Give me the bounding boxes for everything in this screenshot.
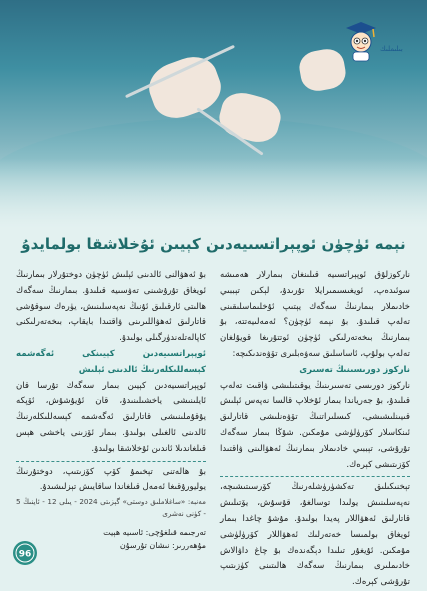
- section-logo-text: بىلىملىك: [380, 45, 403, 53]
- editor-credit: مۇھەررىر: نىشان تۇرسۇن: [119, 541, 206, 551]
- translator-credit: تەرجىمە قىلغۇچى: ئاسىيە ھېيت: [103, 528, 206, 538]
- article-title: نېمە ئۈچۈن ئوپېراتسىيەدىن كېيىن ئۇخلاشقا بولمايدۇ: [21, 235, 406, 253]
- paragraph: ناركوز دورىسى تەسىرىنىڭ يوقىتىلىشى ۋاقىت تەلەپ قىلىدۇ، بۇ جەرياندا بىمار ئۇخلاپ قالسا نەپەس ئېلىش قىيىنلىشىشى، كىسلىراتنىڭ تۆۋەنلىشى قاتارلىق ئىنكاسلار كۆرۈلۈشى مۇمكىن. شۇڭا بىمار سەگەك تۇرۇشى، تېببىي خادىملار بىمارنىڭ ئەھۋالىنى ۋاقتىدا كۆزىتىشى كېرەك.: [220, 380, 410, 470]
- paragraph: ناركوزلۇق ئوپېراتسىيە قىلىنغان بىمارلار ھەمىشە سوئىدەپ، ئويغىسىمىرايلا تۇرىدۇ، لېكىن تېببىي خادىملار بىمارنىڭ سەگەك يېتىپ ئۇخلىماسلىقىنى تەلەپ قىلىدۇ. بۇ نېمە ئۈچۈن؟ ئەمەلىيەتتە، بۇ بىمارنىڭ بىخەتەرلىكى ئۈچۈن ئوتتۇرىغا قويۇلغان تەلەپ بولۇپ، ئاساسلىق سەۋەبلىرى تۆۋەندىكىچە:: [220, 270, 410, 359]
- paragraph: بۇ ئەھۋالنى ئالدىنى ئېلىش ئۈچۈن دوختۇرلار بىمارنىڭ ئويغاق تۇرۇشىنى تەۋسىيە قىلىدۇ. بىمارنىڭ سەگەك ھالىتى ئارقىلىق ئۇنىڭ نەپەسلىنىش، يۈرەك سوقۇشى قاتارلىق ئەھۋاللىرىنى ۋاقتىدا بايقاپ، بىخەتەرلىكنى كاپالەتلەندۈرگىلى بولىدۇ.: [16, 270, 206, 344]
- right-column: [220, 268, 410, 591]
- source-note: مەنبە: «ساغلاملىق دوستى» گېزىتى 2024 - يىلى 12 - ئاينىڭ 5 - كۈنى نەشرى: [16, 497, 206, 519]
- section-heading: ئوپېراتسىيەدىن كېيىنكى ئەگەشمە كېسەللىكلەرنىڭ ئالدىنى ئېلىش: [16, 348, 206, 375]
- paragraph: بۇ ھالەتنى تېخىمۇ كۆپ كۆزىتىپ، دوختۇرنىڭ يوليورۇقىغا ئەمەل قىلغاندا ساقايىش تېزلىشىدۇ.: [16, 466, 206, 493]
- paragraph: ئوپېراتسىيەدىن كېيىن بىمار سەگەك تۇرسا قان ئايلىنىشى ياخشىلىنىدۇ، قان ئۇيۇشۇش، ئۆپكە يۇقۇملىنىشى قاتارلىق ئەگەشمە كېسەللىكلەرنىڭ ئالدىنى ئالغىلى بولىدۇ. بىمار ئۆزىنى ياخشى ھېس قىلغاندىلا ئاندىن ئۇخلاشقا بولىدۇ.: [16, 380, 206, 454]
- section-heading: ناركوز دورىسىنىڭ تەسىرى: [299, 364, 410, 375]
- divider: [16, 461, 206, 462]
- divider: [220, 476, 410, 477]
- left-column: [16, 268, 206, 552]
- doctor-mascot-icon: [344, 20, 378, 62]
- credits: [16, 526, 206, 552]
- paragraph: تېخنىكىلىق تەكشۈرۈشلەرنىڭ كۆرسىتىشىچە، نەپەسلىنىش يولىدا توسالغۇ، قۇسۇش، يۆتىلىش قاتارلىق ئەھۋاللار پەيدا بولىدۇ. مۇشۇ چاغدا بىمار ئويغاق بولمىسا خەتەرلىك ئەھۋاللار كۆرۈلۈشى مۇمكىن. ئۇيغۇر تىلىدا دېگەندەك بۇ چاغ داۋالاش خادىملىرى بىمارنىڭ سەگەك ھالىتىنى كۈزىتىپ تۇرۇشى كېرەك.: [220, 482, 410, 588]
- page-number: 96: [18, 549, 32, 560]
- page-number-badge: [12, 540, 38, 566]
